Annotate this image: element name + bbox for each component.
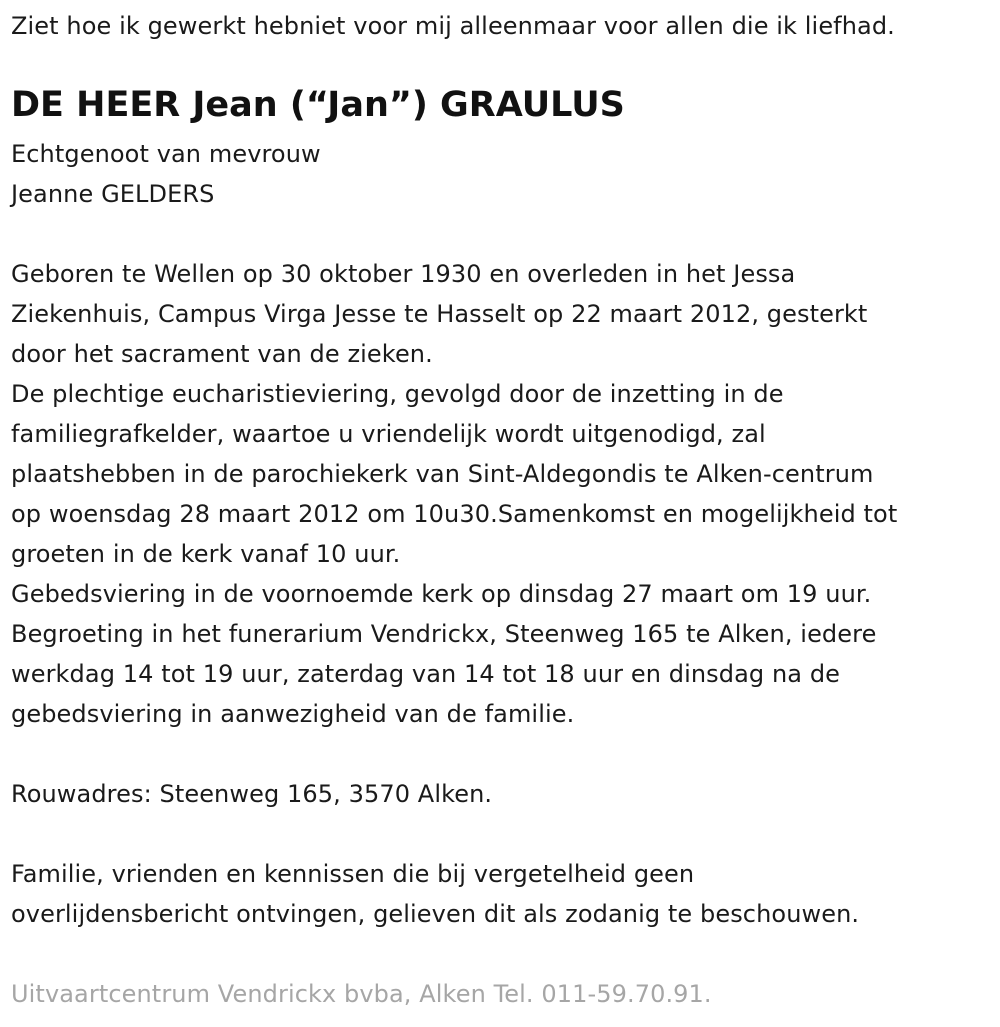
body-line: Ziekenhuis, Campus Virga Jesse te Hasselt op 22 maart 2012, gesterkt: [11, 300, 868, 328]
body-line: familiegrafkelder, waartoe u vriendelijk wordt uitgenodigd, zal: [11, 420, 766, 448]
body-line: werkdag 14 tot 19 uur, zaterdag van 14 tot 18 uur en dinsdag na de: [11, 660, 841, 688]
body-line: De plechtige eucharistieviering, gevolgd door de inzetting in de: [11, 380, 784, 408]
obituary-body: [11, 254, 897, 734]
motto-text: Ziet hoe ik gewerkt hebniet voor mij alleenmaar voor allen die ik liefhad.: [11, 12, 895, 40]
notice-block: [11, 854, 859, 934]
body-line: op woensdag 28 maart 2012 om 10u30.Samenkomst en mogelijkheid tot: [11, 500, 898, 528]
body-line: Gebedsviering in de voornoemde kerk op dinsdag 27 maart om 19 uur.: [11, 580, 872, 608]
notice-line: Familie, vrienden en kennissen die bij vergetelheid geen: [11, 860, 695, 888]
deceased-name-heading: DE HEER Jean (“Jan”) GRAULUS: [11, 85, 625, 125]
body-line: gebedsviering in aanwezigheid van de familie.: [11, 700, 575, 728]
body-line: Begroeting in het funerarium Vendrickx, Steenweg 165 te Alken, iedere: [11, 620, 877, 648]
body-line: plaatshebben in de parochiekerk van Sint-Aldegondis te Alken-centrum: [11, 460, 874, 488]
mourning-address: Rouwadres: Steenweg 165, 3570 Alken.: [11, 780, 493, 808]
spouse-block: [11, 134, 321, 214]
spouse-name: Jeanne GELDERS: [11, 180, 215, 208]
spouse-line: Echtgenoot van mevrouw: [11, 140, 321, 168]
notice-line: overlijdensbericht ontvingen, gelieven dit als zodanig te beschouwen.: [11, 900, 860, 928]
body-line: Geboren te Wellen op 30 oktober 1930 en overleden in het Jessa: [11, 260, 796, 288]
funeral-home-footer: Uitvaartcentrum Vendrickx bvba, Alken Tel. 011-59.70.91.: [11, 980, 712, 1008]
body-line: groeten in de kerk vanaf 10 uur.: [11, 540, 401, 568]
body-line: door het sacrament van de zieken.: [11, 340, 433, 368]
